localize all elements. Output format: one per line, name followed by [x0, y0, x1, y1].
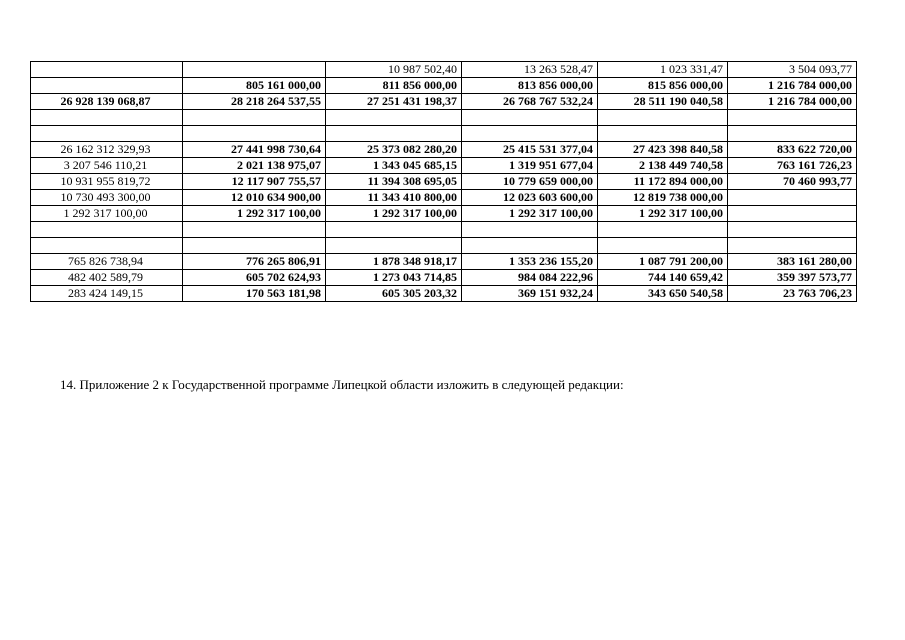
table-cell: 25 373 082 280,20 — [326, 142, 462, 158]
table-cell — [728, 126, 857, 142]
table-cell: 10 730 493 300,00 — [31, 190, 183, 206]
table-row — [31, 126, 857, 142]
table-cell — [598, 126, 728, 142]
table-row — [31, 206, 857, 222]
table-cell — [728, 110, 857, 126]
table-cell: 605 702 624,93 — [183, 270, 326, 286]
table-cell: 1 087 791 200,00 — [598, 254, 728, 270]
table-cell: 833 622 720,00 — [728, 142, 857, 158]
financing-table-body — [31, 62, 857, 302]
table-cell — [728, 222, 857, 238]
table-cell: 13 263 528,47 — [462, 62, 598, 78]
table-cell: 763 161 726,23 — [728, 158, 857, 174]
table-cell: 1 353 236 155,20 — [462, 254, 598, 270]
table-cell: 744 140 659,42 — [598, 270, 728, 286]
table-cell: 383 161 280,00 — [728, 254, 857, 270]
table-cell: 12 819 738 000,00 — [598, 190, 728, 206]
table-cell — [326, 238, 462, 254]
table-row — [31, 142, 857, 158]
table-cell: 27 441 998 730,64 — [183, 142, 326, 158]
table-row — [31, 254, 857, 270]
table-cell — [183, 126, 326, 142]
table-cell: 343 650 540,58 — [598, 286, 728, 302]
table-cell: 811 856 000,00 — [326, 78, 462, 94]
table-row — [31, 270, 857, 286]
table-cell: 3 504 093,77 — [728, 62, 857, 78]
table-cell — [728, 238, 857, 254]
table-cell — [462, 238, 598, 254]
table-row — [31, 62, 857, 78]
table-cell: 1 216 784 000,00 — [728, 78, 857, 94]
table-cell — [183, 110, 326, 126]
table-cell: 170 563 181,98 — [183, 286, 326, 302]
table-cell — [183, 222, 326, 238]
table-cell: 1 292 317 100,00 — [462, 206, 598, 222]
table-cell: 359 397 573,77 — [728, 270, 857, 286]
table-cell: 10 987 502,40 — [326, 62, 462, 78]
table-row — [31, 78, 857, 94]
amendment-note: 14. Приложение 2 к Государственной программе Липецкой области изложить в следующей редакции: — [60, 377, 624, 392]
table-cell: 26 768 767 532,24 — [462, 94, 598, 110]
table-cell: 70 460 993,77 — [728, 174, 857, 190]
table-cell — [598, 222, 728, 238]
table-cell: 25 415 531 377,04 — [462, 142, 598, 158]
table-cell: 2 021 138 975,07 — [183, 158, 326, 174]
table-cell: 805 161 000,00 — [183, 78, 326, 94]
table-cell: 1 216 784 000,00 — [728, 94, 857, 110]
table-cell: 27 251 431 198,37 — [326, 94, 462, 110]
table-row — [31, 286, 857, 302]
table-cell: 605 305 203,32 — [326, 286, 462, 302]
table-cell: 1 319 951 677,04 — [462, 158, 598, 174]
table-cell: 28 218 264 537,55 — [183, 94, 326, 110]
table-row — [31, 94, 857, 110]
table-cell: 10 931 955 819,72 — [31, 174, 183, 190]
table-cell — [31, 222, 183, 238]
table-cell: 10 779 659 000,00 — [462, 174, 598, 190]
table-row — [31, 110, 857, 126]
table-cell: 1 343 045 685,15 — [326, 158, 462, 174]
table-cell: 283 424 149,15 — [31, 286, 183, 302]
table-row — [31, 174, 857, 190]
table-cell: 815 856 000,00 — [598, 78, 728, 94]
table-cell: 813 856 000,00 — [462, 78, 598, 94]
table-cell — [183, 62, 326, 78]
table-cell — [326, 126, 462, 142]
table-cell: 11 394 308 695,05 — [326, 174, 462, 190]
table-row — [31, 222, 857, 238]
table-cell: 776 265 806,91 — [183, 254, 326, 270]
table-cell: 3 207 546 110,21 — [31, 158, 183, 174]
table-cell: 2 138 449 740,58 — [598, 158, 728, 174]
table-cell — [598, 238, 728, 254]
table-row — [31, 158, 857, 174]
table-cell — [728, 190, 857, 206]
table-cell: 1 292 317 100,00 — [598, 206, 728, 222]
table-cell — [462, 222, 598, 238]
table-cell: 28 511 190 040,58 — [598, 94, 728, 110]
table-cell — [31, 78, 183, 94]
table-cell: 26 162 312 329,93 — [31, 142, 183, 158]
table-cell — [462, 110, 598, 126]
table-cell — [728, 206, 857, 222]
table-row — [31, 190, 857, 206]
table-cell: 12 117 907 755,57 — [183, 174, 326, 190]
table-cell: 482 402 589,79 — [31, 270, 183, 286]
table-row — [31, 238, 857, 254]
table-cell — [598, 110, 728, 126]
table-cell: 23 763 706,23 — [728, 286, 857, 302]
table-cell: 1 292 317 100,00 — [31, 206, 183, 222]
table-cell — [31, 238, 183, 254]
table-cell: 1 878 348 918,17 — [326, 254, 462, 270]
table-cell: 27 423 398 840,58 — [598, 142, 728, 158]
table-cell: 1 023 331,47 — [598, 62, 728, 78]
table-cell — [31, 110, 183, 126]
table-cell: 984 084 222,96 — [462, 270, 598, 286]
table-cell — [31, 62, 183, 78]
table-cell: 12 010 634 900,00 — [183, 190, 326, 206]
table-cell: 11 343 410 800,00 — [326, 190, 462, 206]
table-cell — [326, 110, 462, 126]
table-cell: 26 928 139 068,87 — [31, 94, 183, 110]
table-cell: 369 151 932,24 — [462, 286, 598, 302]
table-cell — [326, 222, 462, 238]
table-cell — [183, 238, 326, 254]
table-cell: 1 292 317 100,00 — [183, 206, 326, 222]
table-cell: 1 292 317 100,00 — [326, 206, 462, 222]
table-cell: 12 023 603 600,00 — [462, 190, 598, 206]
financing-table — [30, 61, 857, 302]
table-cell: 1 273 043 714,85 — [326, 270, 462, 286]
table-cell — [462, 126, 598, 142]
table-cell — [31, 126, 183, 142]
table-cell: 11 172 894 000,00 — [598, 174, 728, 190]
table-cell: 765 826 738,94 — [31, 254, 183, 270]
